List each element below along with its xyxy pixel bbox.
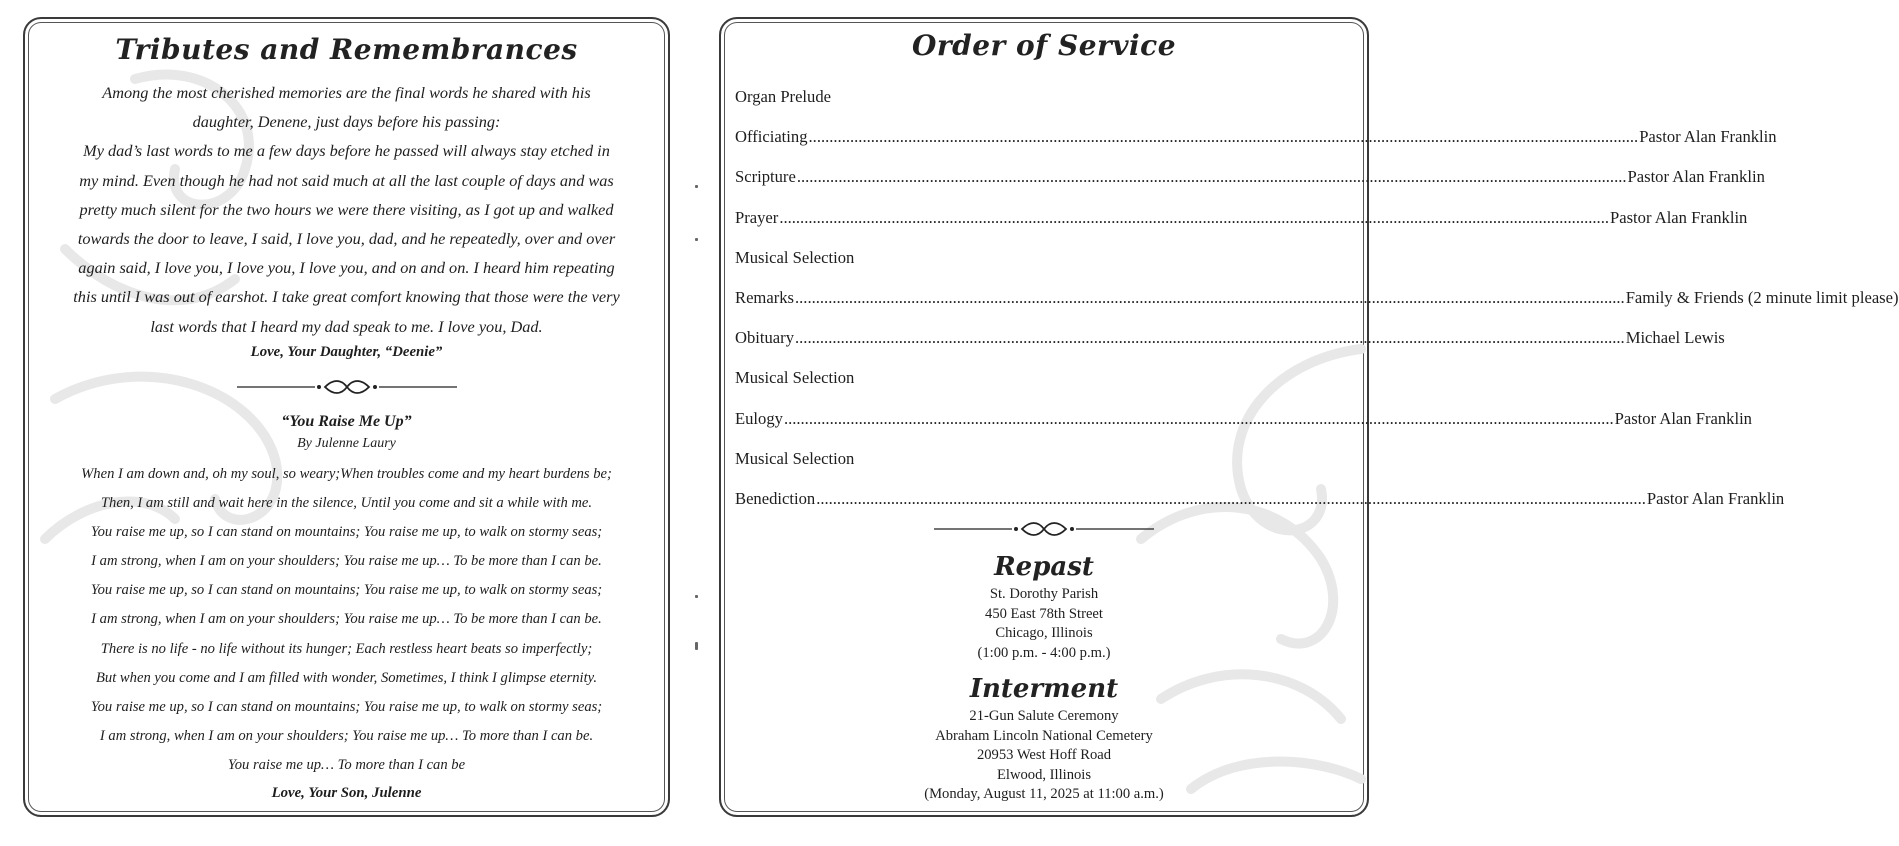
repast-heading: Repast <box>994 552 1094 582</box>
service-person: Pastor Alan Franklin <box>1627 167 1765 187</box>
service-row <box>735 318 1725 358</box>
scroll-flourish-icon <box>934 520 1154 538</box>
tribute-line: last words that I heard my dad speak to me. I love you, Dad. <box>150 316 543 336</box>
service-item: Musical Selection <box>735 448 855 468</box>
fold-mark <box>695 642 698 650</box>
service-row <box>735 358 1351 398</box>
service-item: Organ Prelude <box>735 87 832 107</box>
service-person: Michael Lewis <box>1625 328 1725 348</box>
service-item: Eulogy <box>735 408 783 428</box>
tribute-line: daughter, Denene, just days before his passing: <box>192 112 501 132</box>
poem-line: There is no life - no life without its hunger; Each restless heart beats so imperfectly; <box>100 640 593 657</box>
service-item: Remarks <box>735 288 794 308</box>
repast-line: (1:00 p.m. - 4:00 p.m.) <box>977 644 1111 661</box>
fold-mark <box>695 238 698 241</box>
dot-leader: ........................................................................................................................................................................................................ <box>779 207 1609 227</box>
order-of-service-title: Order of Service <box>911 29 1177 62</box>
poem-line: Then, I am still and wait here in the silence, Until you come and sit a while with me. <box>100 495 593 512</box>
service-row <box>735 157 1765 197</box>
interment-line: 21-Gun Salute Ceremony <box>969 708 1119 724</box>
service-item: Musical Selection <box>735 368 855 388</box>
service-item: Musical Selection <box>735 247 855 267</box>
tribute-line: again said, I love you, I love you, I love you, and on and on. I heard him repeating <box>78 258 615 278</box>
service-row <box>735 198 1748 238</box>
fold-mark <box>695 595 698 598</box>
scroll-flourish-icon <box>237 378 457 396</box>
fold-mark <box>695 185 698 188</box>
service-person: Pastor Alan Franklin <box>1646 488 1785 508</box>
son-signoff: Love, Your Son, Julenne <box>271 785 422 801</box>
service-list <box>735 77 1899 519</box>
poem-text <box>25 460 668 780</box>
interment-line: Elwood, Illinois <box>996 766 1092 783</box>
tribute-line: towards the door to leave, I said, I love you, dad, and he repeatedly, over and over <box>77 228 616 248</box>
service-item: Prayer <box>735 207 779 227</box>
service-person: Pastor Alan Franklin <box>1610 207 1748 227</box>
order-of-service-page <box>719 17 1899 817</box>
poem-line: I am strong, when I am on your shoulders; You raise me up… To be more than I can be. <box>91 611 602 628</box>
interment-line: 20953 West Hoff Road <box>976 747 1112 764</box>
service-row <box>735 238 1351 278</box>
service-row <box>735 77 1351 117</box>
dot-leader: ........................................................................................................................................................................................................ <box>795 328 1625 348</box>
poem-line: But when you come and I am filled with wonder, Sometimes, I think I glimpse eternity. <box>96 669 597 686</box>
tributes-title: Tributes and Remembrances <box>115 33 578 66</box>
poem-author: By Julenne Laury <box>297 436 396 451</box>
dot-leader: ........................................................................................................................................................................................................ <box>795 288 1625 308</box>
poem-line: I am strong, when I am on your shoulders; You raise me up… To more than I can be. <box>99 727 594 744</box>
interment-address <box>721 707 1367 805</box>
dot-leader: ........................................................................................................................................................................................................ <box>796 167 1627 187</box>
poem-title: “You Raise Me Up” <box>281 413 412 430</box>
poem-line: I am strong, when I am on your shoulders; You raise me up… To be more than I can be. <box>91 553 602 570</box>
service-person: Pastor Alan Franklin <box>1614 408 1752 428</box>
poem-line: You raise me up, so I can stand on mountains; You raise me up, to walk on stormy seas; <box>90 698 603 715</box>
service-row <box>735 117 1777 157</box>
poem-line: You raise me up, so I can stand on mountains; You raise me up, to walk on stormy seas; <box>90 582 603 599</box>
service-row <box>735 278 1899 318</box>
service-item: Obituary <box>735 328 794 348</box>
tributes-page <box>23 17 670 817</box>
repast-line: Chicago, Illinois <box>995 625 1093 642</box>
tribute-line: Among the most cherished memories are the final words he shared with his <box>102 83 591 102</box>
service-item: Benediction <box>735 488 816 508</box>
tribute-line: my mind. Even though he had not said much at all the last couple of days and was <box>79 170 614 190</box>
service-person: Family & Friends (2 minute limit please) <box>1625 288 1899 308</box>
tribute-line: My dad’s last words to me a few days before he passed will always stay etched in <box>83 141 610 161</box>
tribute-line: this until I was out of earshot. I take great comfort knowing that those were the very <box>73 287 620 307</box>
poem-line: You raise me up… To more than I can be <box>227 756 466 773</box>
interment-heading: Interment <box>969 674 1119 704</box>
interment-line: (Monday, August 11, 2025 at 11:00 a.m.) <box>924 786 1164 803</box>
poem-line: You raise me up, so I can stand on mountains; You raise me up, to walk on stormy seas; <box>90 524 603 541</box>
interment-line: Abraham Lincoln National Cemetery <box>935 727 1153 744</box>
dot-leader: ........................................................................................................................................................................................................ <box>816 488 1646 508</box>
repast-line: St. Dorothy Parish <box>989 586 1099 602</box>
service-row <box>735 399 1752 439</box>
service-row <box>735 479 1785 519</box>
repast-address <box>721 585 1367 663</box>
daughter-signoff: Love, Your Daughter, “Deenie” <box>250 344 443 360</box>
tribute-text <box>25 78 668 341</box>
service-person: Pastor Alan Franklin <box>1639 127 1777 147</box>
dot-leader: ........................................................................................................................................................................................................ <box>808 127 1639 147</box>
dot-leader: ........................................................................................................................................................................................................ <box>783 408 1614 428</box>
service-row <box>735 439 1351 479</box>
poem-line: When I am down and, oh my soul, so weary;When troubles come and my heart burdens be; <box>81 466 612 482</box>
service-item: Officiating <box>735 127 808 147</box>
repast-line: 450 East 78th Street <box>985 605 1103 622</box>
service-item: Scripture <box>735 167 796 187</box>
tribute-line: pretty much silent for the two hours we were there visiting, as I got up and walked <box>79 199 614 219</box>
